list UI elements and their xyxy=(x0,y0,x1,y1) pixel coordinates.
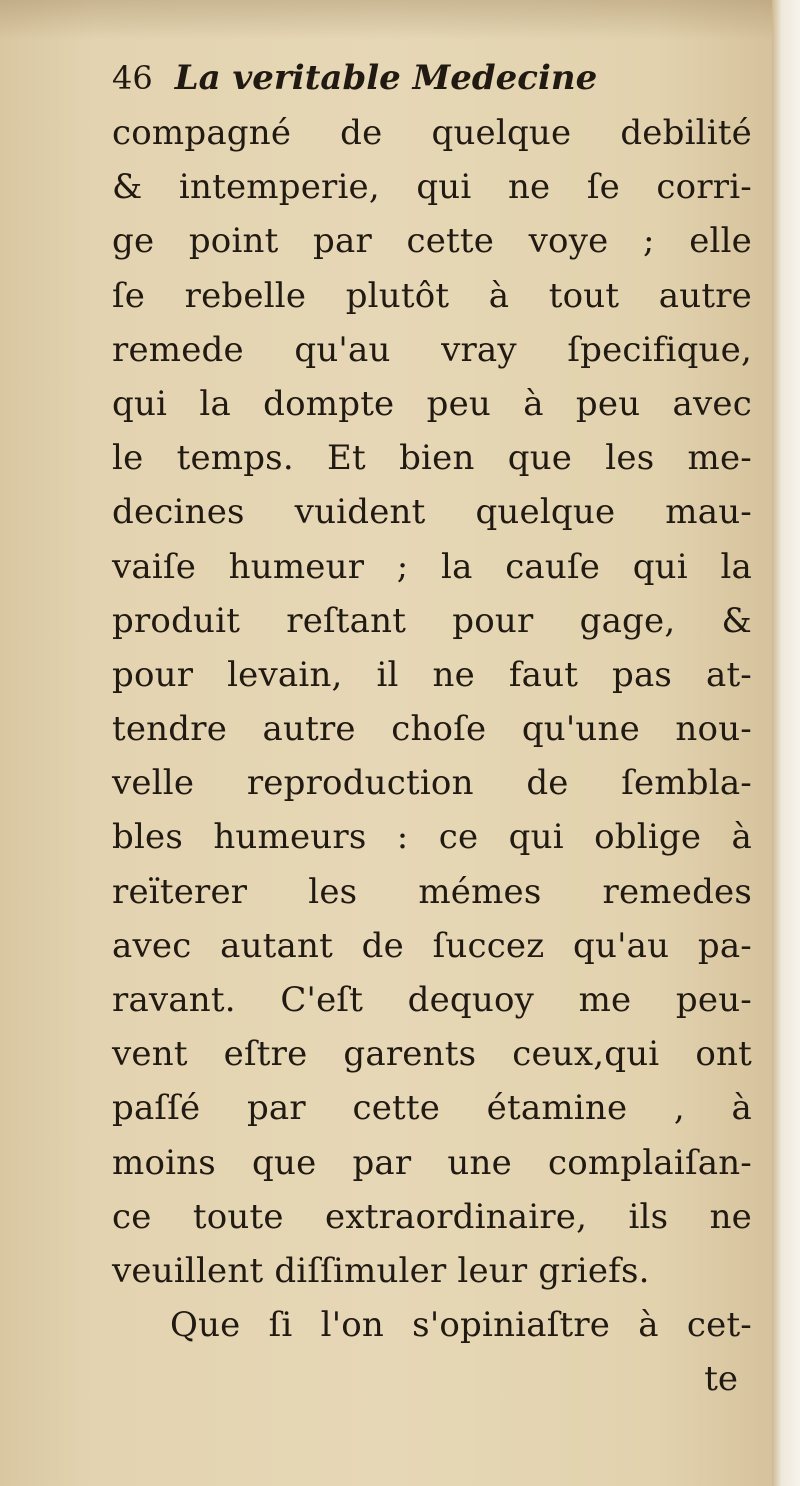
body-line: qui la dompte peu à peu avec xyxy=(112,383,752,424)
body-line: ge point par cette voye ; elle xyxy=(112,221,752,262)
running-header xyxy=(112,50,752,106)
body-line: bles humeurs : ce qui oblige à xyxy=(112,817,752,858)
page-number: 46 xyxy=(112,59,153,97)
paragraph-start-line: Que ſi l'on s'opiniaſtre à cet- xyxy=(170,1305,752,1346)
text-block xyxy=(112,50,752,1406)
body-line: produit reſtant pour gage, & xyxy=(112,600,752,641)
page-edge xyxy=(772,0,800,1486)
paper-top-shadow xyxy=(0,0,772,40)
body-line: vent eſtre garents ceux,qui ont xyxy=(112,1034,752,1075)
paragraph-end-line: veuillent diſſimuler leur griefs. xyxy=(112,1250,650,1291)
body-line: remede qu'au vray ſpecifique, xyxy=(112,329,752,370)
body-line: ravant. C'eſt dequoy me peu- xyxy=(112,980,752,1020)
catchword: te xyxy=(704,1359,738,1400)
body-line: velle reproduction de ſembla- xyxy=(112,763,752,804)
body-line: le temps. Et bien que les me- xyxy=(112,438,752,479)
body-line: & intemperie, qui ne ſe corri- xyxy=(112,167,752,208)
body-line: vaiſe humeur ; la cauſe qui la xyxy=(112,546,752,587)
body-line: decines vuident quelque mau- xyxy=(112,492,752,533)
body-line: pour levain, il ne faut pas at- xyxy=(112,654,752,695)
running-title: La veritable Medecine xyxy=(174,58,598,98)
body-line: compagné de quelque debilité xyxy=(112,113,752,153)
body-line: ce toute extraordinaire, ils ne xyxy=(112,1196,752,1237)
body-line: tendre autre choſe qu'une nou- xyxy=(112,709,752,750)
body-line: moins que par une complaiſan- xyxy=(112,1142,752,1183)
body-line: ſe rebelle plutôt à tout autre xyxy=(112,275,752,316)
body-line: avec autant de ſuccez qu'au pa- xyxy=(112,925,752,966)
body-line: paſſé par cette étamine , à xyxy=(112,1088,752,1129)
body-line: reïterer les mémes remedes xyxy=(112,871,752,912)
